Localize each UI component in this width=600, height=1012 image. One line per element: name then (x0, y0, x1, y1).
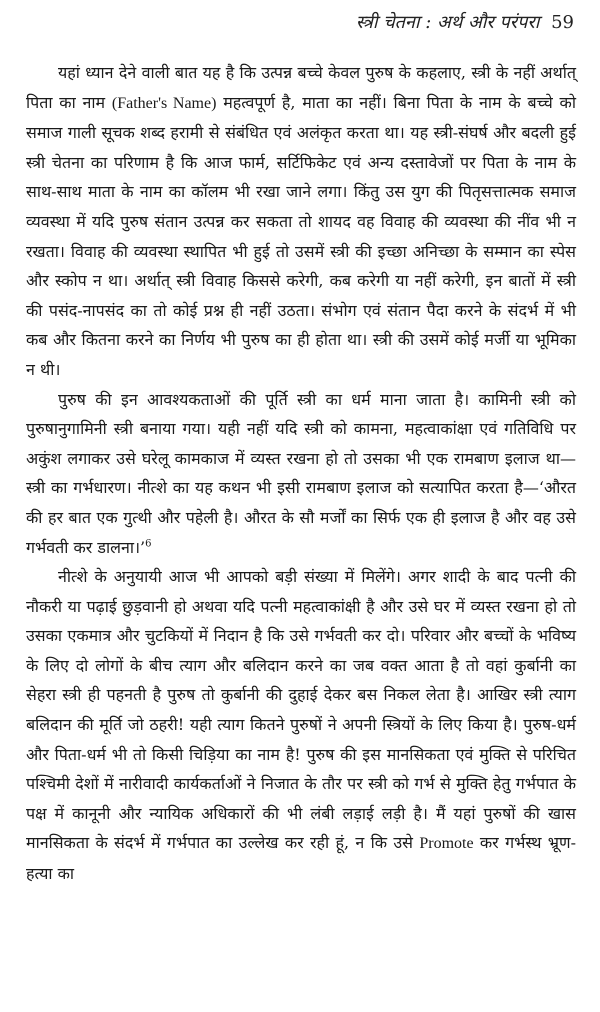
paragraph-2 (26, 385, 576, 563)
father-name-term: (Father's Name) (111, 94, 217, 112)
paragraph-1-text-a: यहां ध्यान देने वाली बात यह है कि उत्पन्न बच्चे केवल पुरुष के कहलाए, स्त्री के नहीं अर्थात् पिता का नाम (26, 63, 576, 112)
paragraph-3 (26, 562, 576, 889)
page-number: 59 (551, 12, 574, 33)
running-header (356, 10, 574, 34)
promote-term: Promote (419, 835, 474, 853)
paragraph-2-text: पुरुष की इन आवश्यकताओं की पूर्ति स्त्री का धर्म माना जाता है। कामिनी स्त्री को पुरुषानुगामिनी स्त्री बनाया गया। यही नहीं यदि स्त्री को कामना, महत्वाकांक्षा एवं गतिविधि पर अकुंश लगाकर उसे घरेलू कामकाज में व्यस्त रखना हो तो उसका भी एक रामबाण इलाज था—स्त्री का गर्भधारण। नीत्शे का यह कथन भी इसी रामबाण इलाज को सत्यापित करता है—‘औरत की हर बात एक गुत्थी और पहेली है। औरत के सौ मर्जों का सिर्फ एक ही इलाज है और वह उसे गर्भवती कर डालना।’ (26, 389, 576, 557)
paragraph-3-text-a: नीत्शे के अनुयायी आज भी आपको बड़ी संख्या में मिलेंगे। अगर शादी के बाद पत्नी की नौकरी या पढ़ाई छुड़वानी हो अथवा यदि पत्नी महत्वाकांक्षी है और उसे घर में व्यस्त रखना हो तो उसका एकमात्र और चुटकियों में निदान है कि उसे गर्भवती कर दो। परिवार और बच्चों के भविष्य के लिए दो लोगों के बीच त्याग और बलिदान करने का जब वक्त आता है तो वहां कुर्बानी का सेहरा स्त्री ही पहनती है पुरुष तो कुर्बानी की दुहाई देकर बस निकल लेता है। आखिर स्त्री त्याग बलिदान की मूर्ति जो ठहरी! यही त्याग कितने पुरुषों ने अपनी स्त्रियों के लिए किया है। पुरुष-धर्म और पिता-धर्म भी तो किसी चिड़िया का नाम है! पुरुष की इस मानसिकता एवं मुक्ति से परिचित पश्चिमी देशों में नारीवादी कार्यकर्ताओं ने निजात के तौर पर स्त्री को गर्भ से मुक्ति हेतु गर्भपात के पक्ष में कानूनी और न्यायिक अधिकारों की भी लंबी लड़ाई लड़ी है। मैं यहां पुरुषों की खास मानसिकता के संदर्भ में गर्भपात का उल्लेख कर रही हूं, न कि उसे (26, 567, 576, 853)
paragraph-1-text-b: महत्वपूर्ण है, माता का नहीं। बिना पिता के नाम के बच्चे को समाज गाली सूचक शब्द हरामी से संबंधित एवं अलंकृत करता था। यह स्त्री-संघर्ष और बदली हुई स्त्री चेतना का परिणाम है कि आज फार्म, सर्टिफिकेट एवं अन्य दस्तावेजों पर पिता के नाम के साथ-साथ माता के नाम का कॉलम भी रखा जाने लगा। किंतु उस युग की पितृसत्तात्मक समाज व्यवस्था में यदि पुरुष संतान उत्पन्न कर सकता तो शायद वह विवाह की व्यवस्था की नींव भी न रखता। विवाह की व्यवस्था स्थापित भी हुई तो उसमें स्त्री की इच्छा अनिच्छा के सम्मान का स्पेस और स्कोप न था। अर्थात् स्त्री विवाह किससे करेगी, कब करेगी या नहीं करेगी, इन बातों में स्त्री की पसंद-नापसंद का तो कोई प्रश्न ही नहीं उठता। संभोग एवं संतान पैदा करने के संदर्भ में भी कब और कितना करने का निर्णय भी पुरुष का ही होता था। स्त्री की उसमें कोई मर्जी या भूमिका न थी। (26, 92, 576, 379)
running-title: स्त्री चेतना : अर्थ और परंपरा (355, 12, 540, 33)
body-text (26, 58, 576, 889)
paragraph-1 (26, 58, 576, 385)
footnote-marker: 6 (145, 538, 152, 550)
paragraph-3-text-b: कर गर्भस्थ भ्रूण-हत्या का (26, 833, 577, 884)
